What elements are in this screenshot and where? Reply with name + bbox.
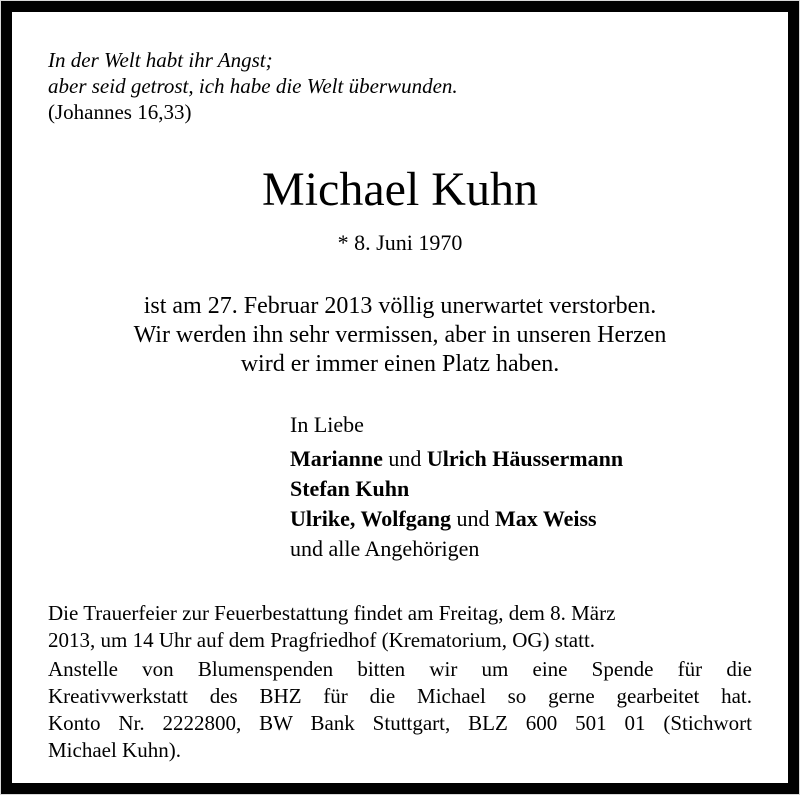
message-line-2: Wir werden ihn sehr vermissen, aber in unseren Herzen <box>133 322 667 348</box>
verse-line-1: In der Welt habt ihr Angst; <box>48 48 273 72</box>
verse-line-2: aber seid getrost, ich habe die Welt überwunden. <box>48 74 458 98</box>
funeral-service-info <box>48 600 752 654</box>
donation-line-2: Kreativwerkstatt des BHZ für die Michael so gerne gearbeitet hat. <box>48 684 752 708</box>
mourner-name: Marianne <box>290 446 383 471</box>
mourners-signature <box>290 410 623 564</box>
bible-verse <box>48 47 458 125</box>
mourner-row-2 <box>290 474 623 504</box>
message-line-1: ist am 27. Februar 2013 völlig unerwartet verstorben. <box>143 293 657 319</box>
death-message <box>12 292 788 379</box>
deceased-name: Michael Kuhn <box>262 163 538 216</box>
birth-date: * 8. Juni 1970 <box>337 230 463 255</box>
obituary-notice <box>1 1 799 794</box>
mourner-name: Stefan Kuhn <box>290 476 410 501</box>
conjunction: und <box>450 506 495 531</box>
donation-info <box>48 656 752 764</box>
donation-line-1: Anstelle von Blumenspenden bitten wir um eine Spende für die <box>48 657 752 681</box>
signature-closing: und alle Angehörigen <box>290 536 480 561</box>
message-line-3: wird er immer einen Platz haben. <box>240 351 560 377</box>
service-line-2: 2013, um 14 Uhr auf dem Pragfriedhof (Krematorium, OG) statt. <box>48 628 596 652</box>
mourner-row-3 <box>290 504 623 534</box>
signature-intro: In Liebe <box>290 412 364 437</box>
donation-line-3: Konto Nr. 2222800, BW Bank Stuttgart, BLZ 600 501 01 (Stichwort <box>48 711 752 735</box>
conjunction: und <box>382 446 427 471</box>
mourner-name: Ulrike, Wolfgang <box>290 506 451 531</box>
mourner-name: Max Weiss <box>494 506 597 531</box>
verse-reference: (Johannes 16,33) <box>48 100 192 124</box>
service-line-1: Die Trauerfeier zur Feuerbestattung findet am Freitag, dem 8. März <box>48 601 616 625</box>
mourner-row-1 <box>290 444 623 474</box>
mourner-name: Ulrich Häussermann <box>426 446 624 471</box>
donation-line-4: Michael Kuhn). <box>48 738 181 762</box>
